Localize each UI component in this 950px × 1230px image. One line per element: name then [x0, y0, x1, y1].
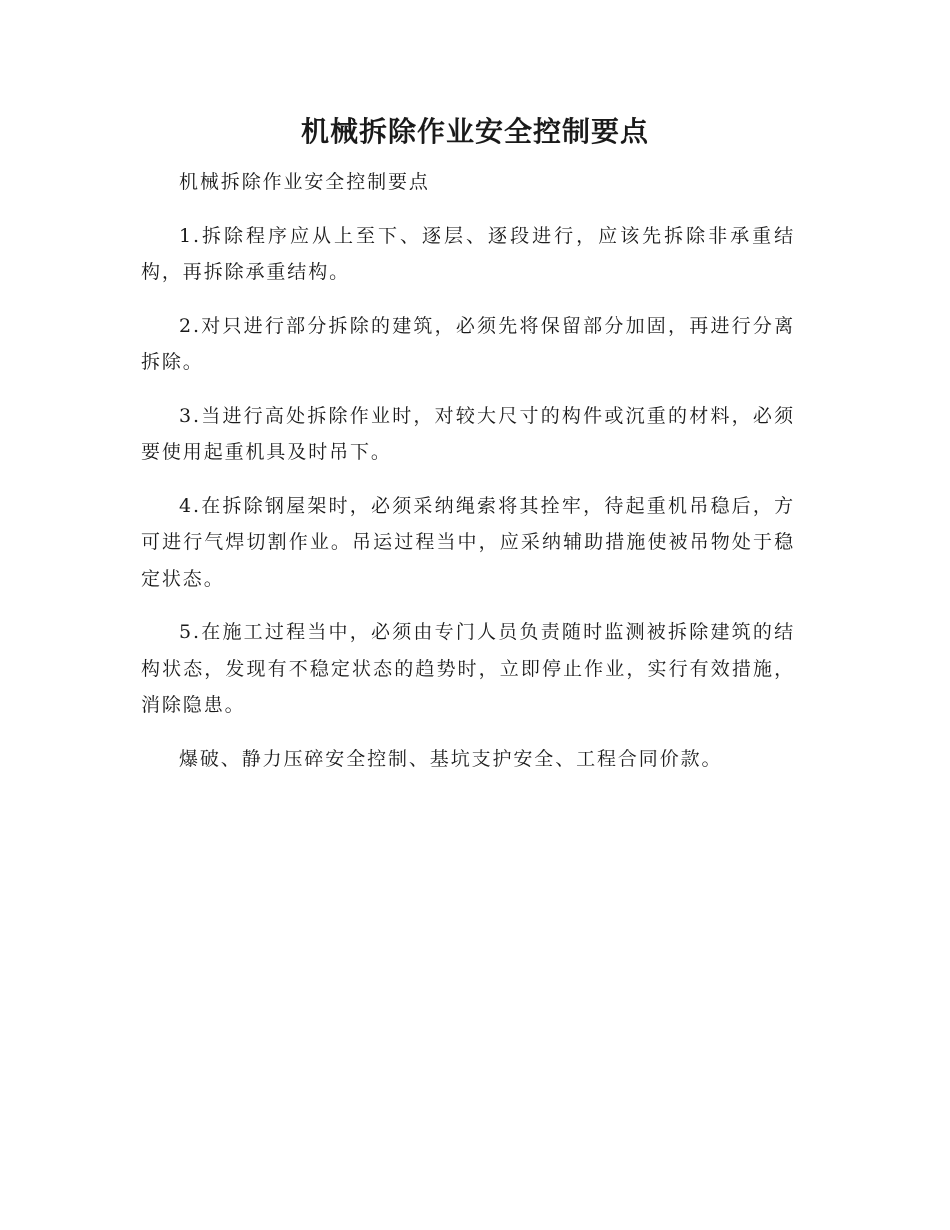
paragraph-item-4: 4.在拆除钢屋架时，必须采纳绳索将其拴牢，待起重机吊稳后，方可进行气焊切割作业。吊运过程当中，应采纳辅助措施使被吊物处于稳定状态。: [141, 494, 795, 590]
paragraph-item-3: 3.当进行高处拆除作业时，对较大尺寸的构件或沉重的材料，必须要使用起重机具及时吊下。: [141, 404, 795, 463]
paragraph-item-2: 2.对只进行部分拆除的建筑，必须先将保留部分加固，再进行分离拆除。: [141, 314, 795, 373]
paragraph-item-5: 5.在施工过程当中，必须由专门人员负责随时监测被拆除建筑的结构状态，发现有不稳定状态的趋势时，立即停止作业，实行有效措施，消除隐患。: [141, 621, 795, 716]
paragraph-closing: 爆破、静力压碎安全控制、基坑支护安全、工程合同价款。: [179, 747, 723, 770]
paragraph-item-1: 1.拆除程序应从上至下、逐层、逐段进行，应该先拆除非承重结构，再拆除承重结构。: [141, 224, 795, 283]
document-body: [141, 164, 795, 794]
paragraph-subtitle: 机械拆除作业安全控制要点: [179, 171, 430, 193]
document-title: 机械拆除作业安全控制要点: [300, 115, 649, 148]
